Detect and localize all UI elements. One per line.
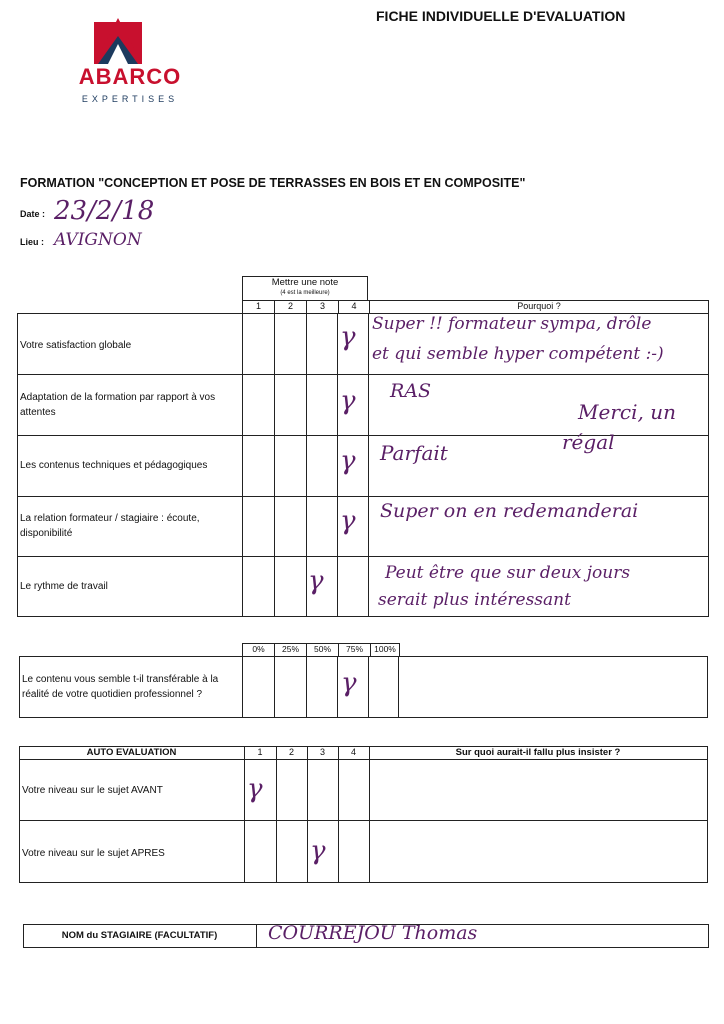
auto-col-3: 3 bbox=[319, 747, 325, 757]
pourquoi-header: Pourquoi ? bbox=[517, 301, 561, 311]
col-header-25pct: 25% bbox=[275, 644, 307, 656]
comment-1b[interactable]: et qui semble hyper compétent :-) bbox=[372, 344, 664, 364]
comment-2b[interactable]: Merci, un bbox=[578, 400, 676, 424]
note-subheader: (4 est la meilleure) bbox=[280, 290, 330, 296]
auto-col-1: 1 bbox=[257, 747, 263, 757]
comment-2a[interactable]: RAS bbox=[390, 380, 432, 402]
table-row: Les contenus techniques et pédagogiques bbox=[20, 460, 208, 471]
col-header-100pct: 100% bbox=[374, 644, 396, 654]
rating-mark-1[interactable]: γ bbox=[340, 322, 356, 352]
date-label: Date : bbox=[20, 209, 46, 219]
transfer-mark[interactable]: γ bbox=[341, 668, 357, 698]
col-header-2: 2 bbox=[275, 301, 307, 313]
logo-subtitle: EXPERTISES bbox=[81, 94, 179, 104]
col-header-75pct: 75% bbox=[339, 644, 371, 656]
auto-col-4: 4 bbox=[350, 747, 356, 757]
rating-mark-5[interactable]: γ bbox=[308, 566, 324, 596]
col-header-3: 3 bbox=[307, 301, 339, 313]
redaction-box bbox=[148, 232, 210, 256]
col-header-50pct: 50% bbox=[307, 644, 339, 656]
auto-col-2: 2 bbox=[288, 747, 294, 757]
comment-3b[interactable]: régal bbox=[562, 430, 615, 454]
comment-3a[interactable]: Parfait bbox=[380, 441, 448, 465]
insist-header: Sur quoi aurait-il fallu plus insister ? bbox=[455, 747, 621, 758]
table-row: Votre satisfaction globale bbox=[20, 340, 132, 351]
transfer-column-header-row bbox=[242, 643, 400, 656]
table-row: La relation formateur / stagiaire : écoute, disponibilité bbox=[20, 513, 200, 539]
table-row: Adaptation de la formation par rapport à vos attentes bbox=[20, 392, 216, 418]
date-value[interactable]: 23/2/18 bbox=[54, 196, 155, 226]
formation-title: FORMATION "CONCEPTION ET POSE DE TERRASSES EN BOIS ET EN COMPOSITE" bbox=[20, 176, 526, 190]
stagiaire-label: NOM du STAGIAIRE (FACULTATIF) bbox=[61, 930, 218, 941]
rating-column-header-row bbox=[242, 300, 709, 314]
stagiaire-name[interactable]: COURREJOU Thomas bbox=[268, 922, 478, 944]
col-header-4: 4 bbox=[339, 301, 370, 313]
rating-mark-4[interactable]: γ bbox=[340, 506, 356, 536]
rating-mark-3[interactable]: γ bbox=[340, 446, 356, 476]
transfer-label: Le contenu vous semble t-il transférable à la réalité de votre quotidien professionnel ? bbox=[22, 674, 219, 700]
auto-eval-header: AUTO EVALUATION bbox=[86, 747, 177, 758]
lieu-label: Lieu : bbox=[20, 237, 44, 247]
rating-mark-2[interactable]: γ bbox=[340, 386, 356, 416]
auto-row-avant: Votre niveau sur le sujet AVANT bbox=[22, 785, 163, 796]
col-header-0pct: 0% bbox=[243, 644, 275, 656]
note-header: Mettre une note bbox=[271, 277, 339, 288]
auto-eval-table bbox=[19, 746, 708, 883]
auto-row-apres: Votre niveau sur le sujet APRES bbox=[22, 848, 165, 859]
table-row: Le rythme de travail bbox=[20, 581, 108, 592]
auto-mark-avant[interactable]: γ bbox=[247, 774, 263, 804]
col-header-1: 1 bbox=[243, 301, 275, 313]
comment-4a[interactable]: Super on en redemanderai bbox=[380, 500, 639, 522]
logo-name: ABARCO bbox=[78, 64, 182, 89]
comment-5a[interactable]: Peut être que sur deux jours bbox=[385, 563, 631, 583]
auto-mark-apres[interactable]: γ bbox=[310, 836, 326, 866]
comment-5b[interactable]: serait plus intéressant bbox=[378, 590, 571, 610]
lieu-value[interactable]: AVIGNON bbox=[54, 230, 142, 250]
company-logo bbox=[70, 14, 190, 114]
note-header-box bbox=[242, 276, 368, 301]
comment-1a[interactable]: Super !! formateur sympa, drôle bbox=[372, 314, 652, 334]
document-title: FICHE INDIVIDUELLE D'EVALUATION bbox=[376, 8, 626, 24]
